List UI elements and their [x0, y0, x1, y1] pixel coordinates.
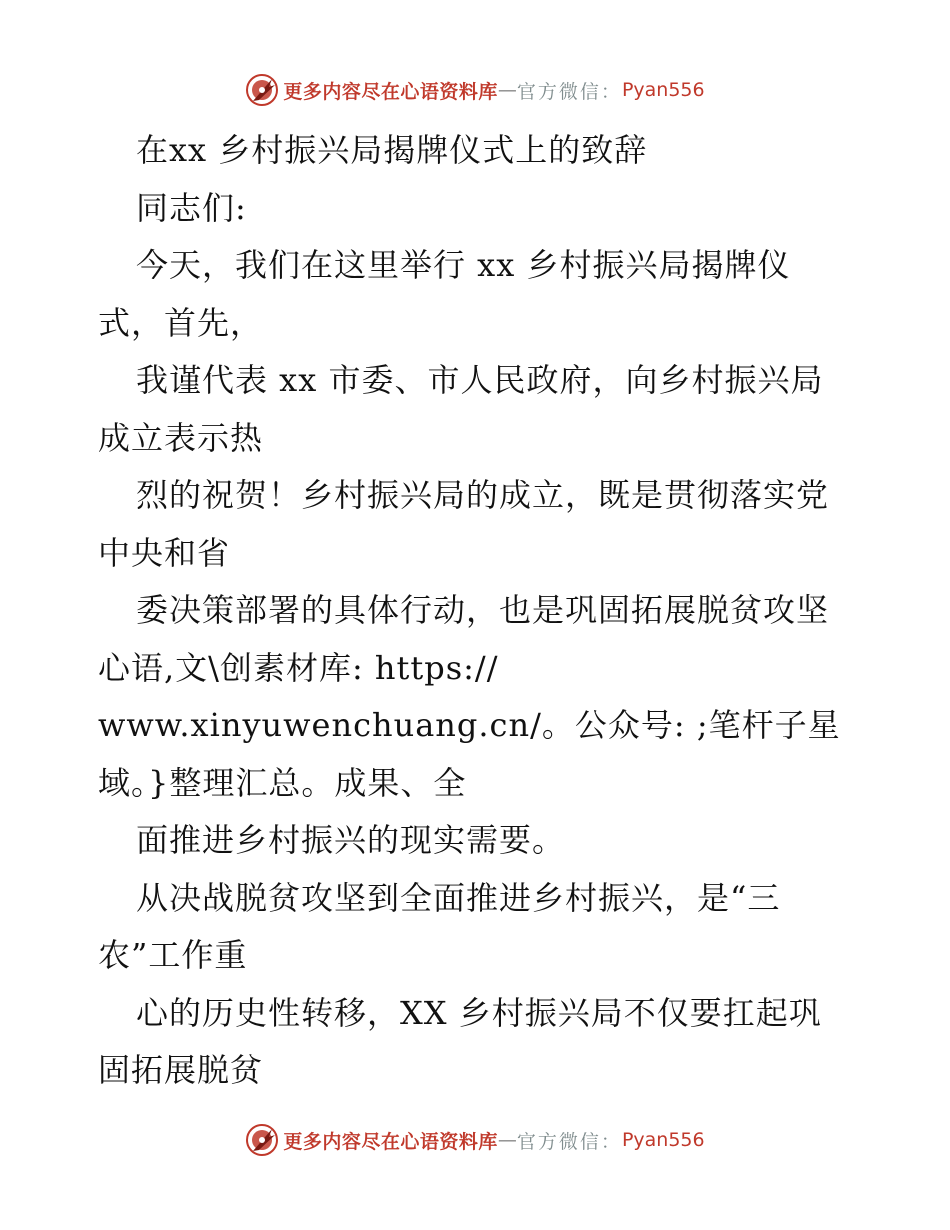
- header-banner: [0, 70, 950, 110]
- paragraph-line: 面推进乡村振兴的现实需要。: [136, 821, 566, 859]
- paragraph-line: 心的历史性转移，XX 乡村振兴局不仅要扛起巩: [136, 993, 822, 1032]
- paragraph-line: 今天，我们在这里举行 xx 乡村振兴局揭牌仪: [136, 246, 791, 284]
- paragraph-line: www.xinyuwenchuang.cn/。公众号: ;笔杆子星: [98, 706, 841, 744]
- document-title: 在xx 乡村振兴局揭牌仪式上的致辞: [136, 131, 648, 169]
- footer-banner-dash: —: [497, 1129, 517, 1151]
- paragraph-line: 我谨代表 xx 市委、市人民政府，向乡村振兴局: [136, 361, 824, 399]
- quill-logo-icon: [245, 73, 279, 107]
- paragraph-line: 固拓展脱贫: [98, 1051, 264, 1089]
- footer-banner-wechat-id: Pyan556: [621, 1129, 705, 1151]
- paragraph-line: 农”工作重: [98, 936, 248, 974]
- header-banner-wechat-id: Pyan556: [621, 79, 705, 101]
- paragraph-line: 成立表示热: [98, 418, 264, 457]
- paragraph-line: 心语,文\创素材库: https://: [98, 648, 499, 687]
- header-banner-label: 官方微信：: [516, 80, 622, 103]
- paragraph-line: 域。}整理汇总。成果、全: [98, 763, 467, 802]
- paragraph-line: 式，首先，: [98, 303, 264, 342]
- header-banner-title: 更多内容尽在心语资料库: [283, 80, 498, 103]
- footer-banner: [0, 1120, 950, 1160]
- paragraph-line: 烈的祝贺！乡村振兴局的成立，既是贯彻落实党: [136, 476, 830, 514]
- document-body: [98, 122, 858, 1100]
- footer-banner-label: 官方微信：: [516, 1130, 622, 1153]
- salutation: 同志们:: [136, 188, 247, 227]
- paragraph-line: 从决战脱贫攻坚到全面推进乡村振兴，是“三: [136, 878, 781, 917]
- paragraph-line: 中央和省: [98, 533, 231, 572]
- header-banner-dash: —: [497, 79, 517, 101]
- paragraph-line: 委决策部署的具体行动，也是巩固拓展脱贫攻坚: [136, 591, 830, 629]
- footer-banner-title: 更多内容尽在心语资料库: [283, 1130, 498, 1153]
- quill-logo-icon: [245, 1123, 279, 1157]
